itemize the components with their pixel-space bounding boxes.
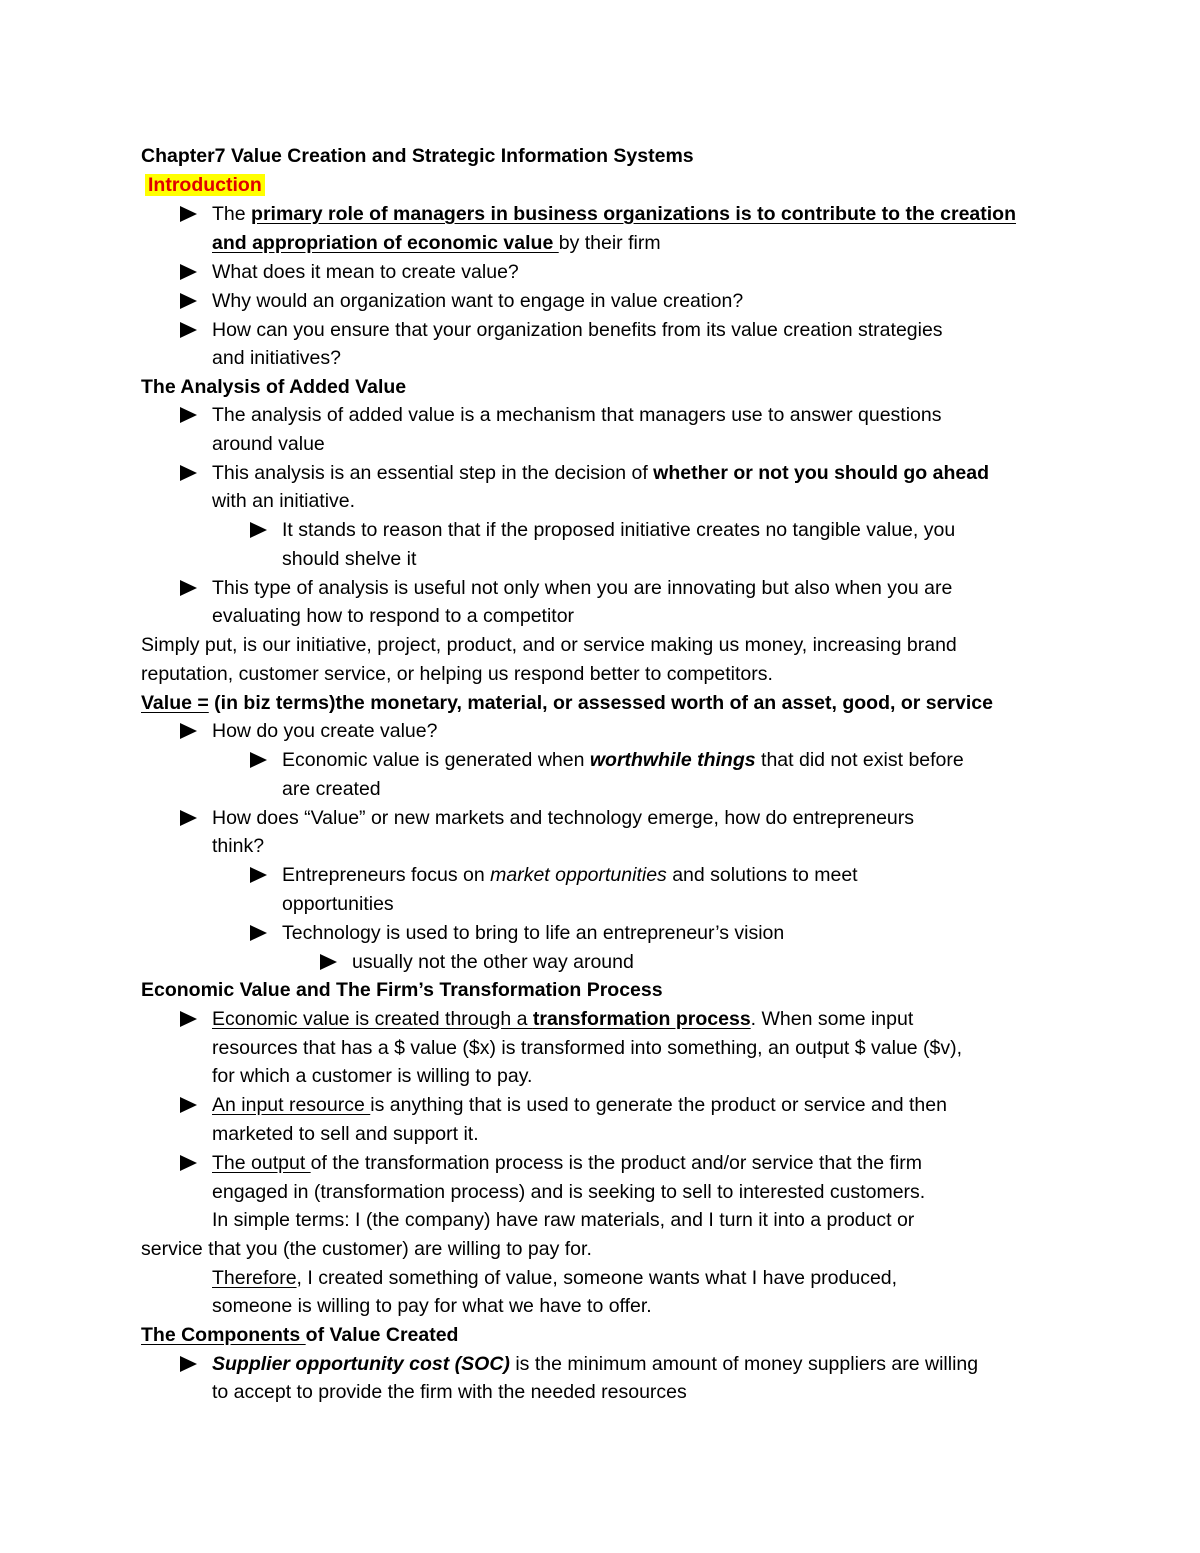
- economic-bullet-2: An input resource is anything that is used to generate the product or service and then: [212, 1094, 947, 1116]
- analysis-paragraph-cont: reputation, customer service, or helping us respond better to competitors.: [141, 663, 773, 685]
- bullet-arrow-icon: [180, 810, 197, 826]
- economic-bullet-1: Economic value is created through a transformation process. When some input: [212, 1008, 914, 1030]
- value-subbullet-1: Economic value is generated when worthwhile things that did not exist before: [282, 749, 964, 771]
- analysis-bullet-3-cont: evaluating how to respond to a competitor: [212, 605, 575, 627]
- bullet-arrow-icon: [180, 1356, 197, 1372]
- value-subbullet-1-cont: are created: [282, 778, 381, 800]
- bullet-arrow-icon: [180, 1011, 197, 1027]
- economic-paragraph-2-cont: someone is willing to pay for what we have to offer.: [212, 1295, 652, 1317]
- value-bullet-1: How do you create value?: [212, 720, 438, 742]
- value-subbullet-3: Technology is used to bring to life an entrepreneur’s vision: [282, 922, 785, 944]
- value-subbullet-2: Entrepreneurs focus on market opportunities and solutions to meet: [282, 864, 858, 886]
- bullet-arrow-icon: [180, 1155, 197, 1171]
- bullet-arrow-icon: [250, 752, 267, 768]
- analysis-bullet-2: This analysis is an essential step in the decision of whether or not you should go ahead: [212, 462, 989, 484]
- analysis-bullet-1: The analysis of added value is a mechanism that managers use to answer questions: [212, 404, 942, 426]
- components-bullet-1-cont: to accept to provide the firm with the needed resources: [212, 1381, 687, 1403]
- analysis-bullet-1-cont: around value: [212, 433, 325, 455]
- bullet-arrow-icon: [250, 522, 267, 538]
- bullet-arrow-icon: [180, 580, 197, 596]
- bullet-arrow-icon: [180, 1097, 197, 1113]
- economic-bullet-3-cont: engaged in (transformation process) and is seeking to sell to interested customers.: [212, 1181, 926, 1203]
- intro-bullet-4-cont: and initiatives?: [212, 347, 341, 369]
- page-title: Chapter7 Value Creation and Strategic Information Systems: [141, 145, 694, 167]
- section-heading-analysis: The Analysis of Added Value: [141, 376, 407, 398]
- bullet-arrow-icon: [180, 322, 197, 338]
- economic-paragraph-2: Therefore, I created something of value, someone wants what I have produced,: [212, 1267, 898, 1289]
- section-heading-components: The Components of Value Created: [141, 1324, 459, 1346]
- economic-bullet-3: The output of the transformation process is the product and/or service that the firm: [212, 1152, 922, 1174]
- economic-bullet-2-cont: marketed to sell and support it.: [212, 1123, 479, 1145]
- value-bullet-2-cont: think?: [212, 835, 265, 857]
- section-heading-economic-value: Economic Value and The Firm’s Transformation Process: [141, 979, 663, 1001]
- analysis-bullet-2-cont: with an initiative.: [212, 490, 356, 512]
- bullet-arrow-icon: [180, 465, 197, 481]
- bullet-arrow-icon: [180, 407, 197, 423]
- value-bullet-2: How does “Value” or new markets and technology emerge, how do entrepreneurs: [212, 807, 915, 829]
- analysis-bullet-3: This type of analysis is useful not only when you are innovating but also when you are: [212, 577, 953, 599]
- value-subsubbullet-1: usually not the other way around: [352, 951, 634, 973]
- bullet-arrow-icon: [250, 867, 267, 883]
- economic-bullet-1-cont: resources that has a $ value ($x) is transformed into something, an output $ value ($v),: [212, 1037, 963, 1059]
- bullet-arrow-icon: [250, 925, 267, 941]
- bullet-arrow-icon: [180, 293, 197, 309]
- intro-bullet-2: What does it mean to create value?: [212, 261, 519, 283]
- value-definition: Value = (in biz terms)the monetary, material, or assessed worth of an asset, good, or service: [141, 692, 993, 714]
- components-bullet-1: Supplier opportunity cost (SOC) is the minimum amount of money suppliers are willing: [212, 1353, 979, 1375]
- intro-bullet-4: How can you ensure that your organization benefits from its value creation strategies: [212, 319, 943, 341]
- bullet-arrow-icon: [180, 206, 197, 222]
- bullet-arrow-icon: [180, 723, 197, 739]
- highlighted-heading: Introduction: [145, 174, 265, 196]
- economic-bullet-1-cont2: for which a customer is willing to pay.: [212, 1065, 533, 1087]
- intro-bullet-1-cont: and appropriation of economic value by their firm: [212, 232, 661, 254]
- analysis-subbullet-1-cont: should shelve it: [282, 548, 417, 570]
- intro-bullet-1: The primary role of managers in business organizations is to contribute to the creation: [212, 203, 1017, 225]
- economic-paragraph-1-cont: service that you (the customer) are willing to pay for.: [141, 1238, 592, 1260]
- bullet-arrow-icon: [320, 954, 337, 970]
- bullet-arrow-icon: [180, 264, 197, 280]
- economic-paragraph-1: In simple terms: I (the company) have raw materials, and I turn it into a product or: [212, 1209, 915, 1231]
- section-heading-introduction: [145, 173, 265, 197]
- value-subbullet-2-cont: opportunities: [282, 893, 394, 915]
- analysis-paragraph: Simply put, is our initiative, project, product, and or service making us money, increasing brand: [141, 634, 957, 656]
- intro-bullet-3: Why would an organization want to engage in value creation?: [212, 290, 744, 312]
- analysis-subbullet-1: It stands to reason that if the proposed initiative creates no tangible value, you: [282, 519, 956, 541]
